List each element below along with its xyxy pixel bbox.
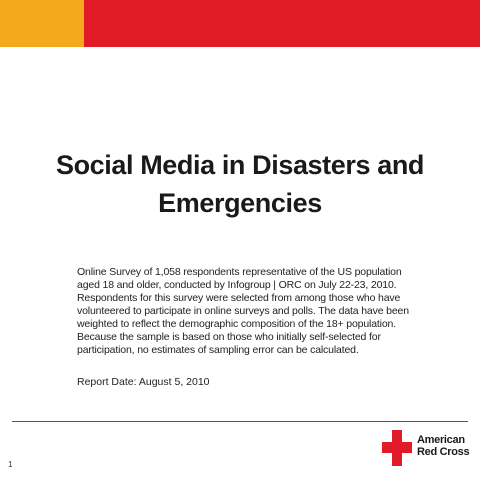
red-cross-logo: [382, 430, 472, 468]
footer-divider: [12, 421, 468, 422]
logo-line-1: American: [417, 434, 465, 446]
logo-line-2: Red Cross: [417, 446, 470, 458]
slide-title: Social Media in Disasters and Emergencies: [55, 150, 425, 218]
page-number: 1: [8, 460, 13, 469]
header-bar-red: [84, 0, 480, 47]
header-bar-orange: [0, 0, 84, 47]
report-date: Report Date: August 5, 2010: [77, 376, 210, 388]
logo-text: [417, 434, 469, 458]
red-cross-icon: [382, 430, 412, 466]
survey-description: Online Survey of 1,058 respondents representative of the US population aged 18 and older, conducted by Infogroup | ORC on July 22-23, 2010. Respondents for this survey were selected from among those who have volunteered to participate in online surveys and polls. The data have been weighted to reflect the demographic composition of the 18+ population. Because the sample is based on those who initially self-selected for participation, no estimates of sampling error can be calculated.: [77, 266, 409, 356]
